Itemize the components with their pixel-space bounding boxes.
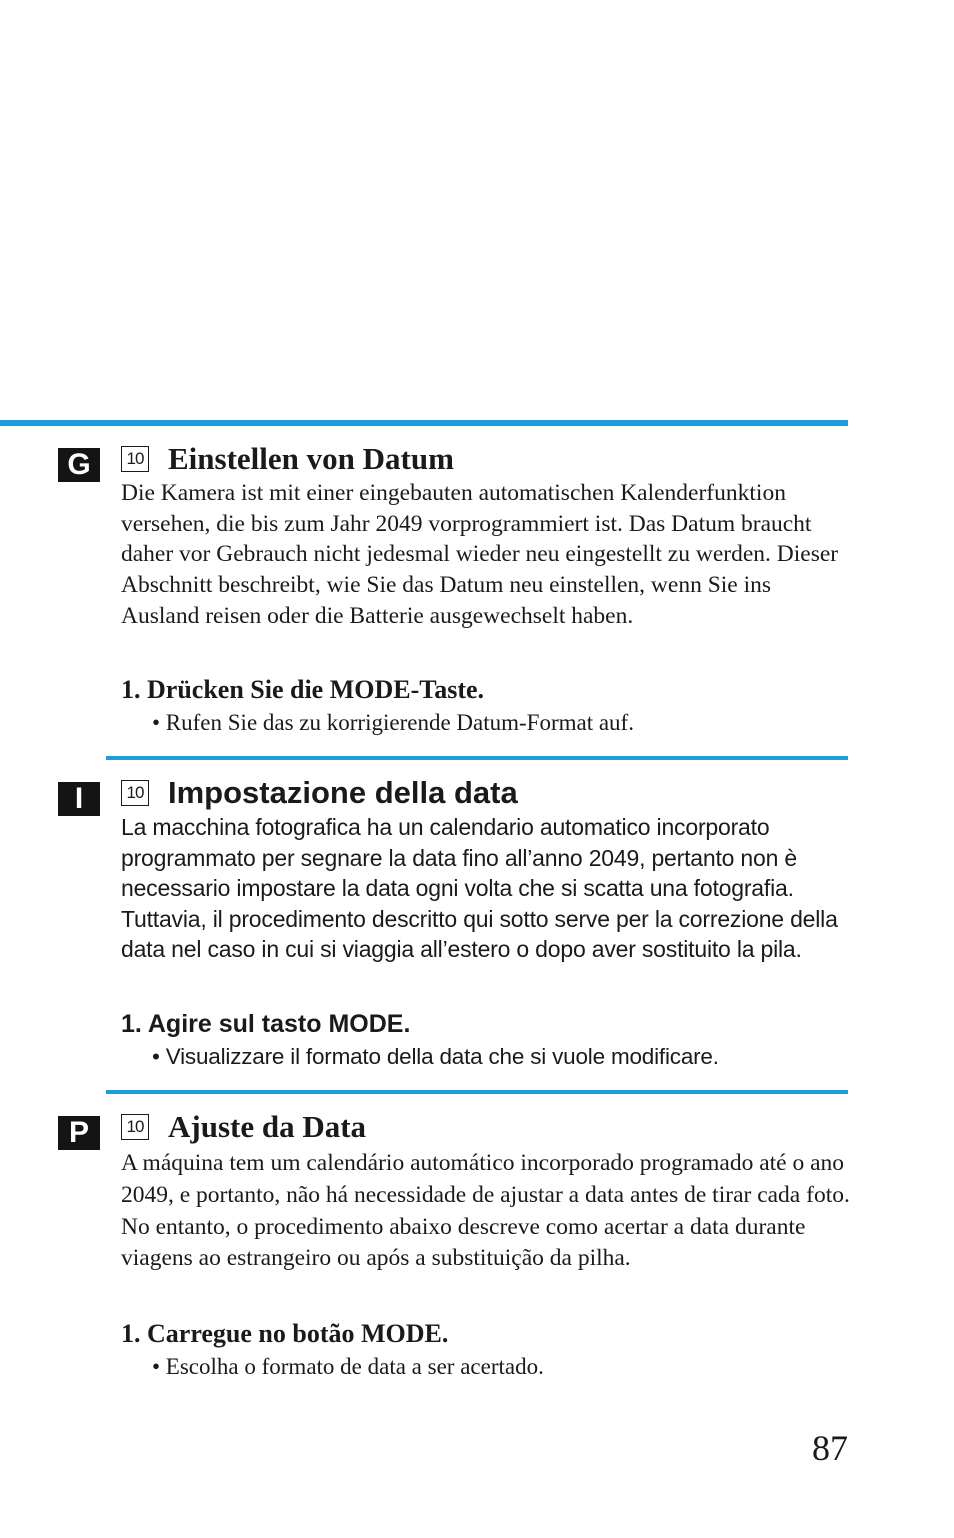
language-badge-german: G [58, 448, 100, 482]
section-number-box: 10 [121, 446, 149, 472]
step-instruction: 1. Agire sul tasto MODE. [121, 1010, 411, 1038]
top-divider [0, 420, 848, 426]
language-badge-portuguese: P [58, 1116, 100, 1150]
section-body: Die Kamera ist mit einer eingebauten automatischen Kalenderfunktion versehen, die bis zum Jahr 2049 vorprogrammiert ist. Das Datum braucht daher vor Gebrauch nicht jedesmal wieder neu eingestellt zu werden. Dieser Abschnitt beschreibt, wie Sie das Datum neu einstellen, wenn Sie ins Ausland reisen oder die Batterie ausgewechselt haben. [121, 480, 839, 629]
section-number-box: 10 [121, 1114, 149, 1140]
step-instruction: 1. Drücken Sie die MODE-Taste. [121, 675, 485, 704]
language-badge-italian: I [58, 782, 100, 816]
section-title: Impostazione della data [168, 775, 518, 810]
section-body: A máquina tem um calendário automático incorporado programado até o ano 2049, e portanto, não há necessidade de ajustar a data antes de tirar cada foto. No entanto, o procedimento abaixo descreve como acertar a data durante viagens ao estrangeiro ou após a substituição da pilha. [121, 1150, 850, 1272]
section-number-box: 10 [121, 780, 149, 806]
step-bullet: • Escolha o formato de data a ser acertado. [152, 1354, 544, 1379]
page-number: 87 [812, 1428, 848, 1468]
section-title: Einstellen von Datum [168, 441, 454, 476]
section-divider [106, 1090, 848, 1094]
step-instruction: 1. Carregue no botão MODE. [121, 1319, 449, 1348]
step-bullet: • Visualizzare il formato della data che si vuole modificare. [152, 1044, 719, 1069]
section-title: Ajuste da Data [168, 1109, 367, 1144]
section-body: La macchina fotografica ha un calendario automatico incorporato programmato per segnare la data fino all’anno 2049, pertanto non è necessario impostare la data ogni volta che si scatta una fotografia. Tuttavia, il procedimento descritto qui sotto serve per la correzione della data nel caso in cui si viaggia all’estero o dopo aver sostituito la pila. [121, 814, 838, 963]
step-bullet: • Rufen Sie das zu korrigierende Datum-Format auf. [152, 710, 634, 735]
section-divider [106, 756, 848, 760]
